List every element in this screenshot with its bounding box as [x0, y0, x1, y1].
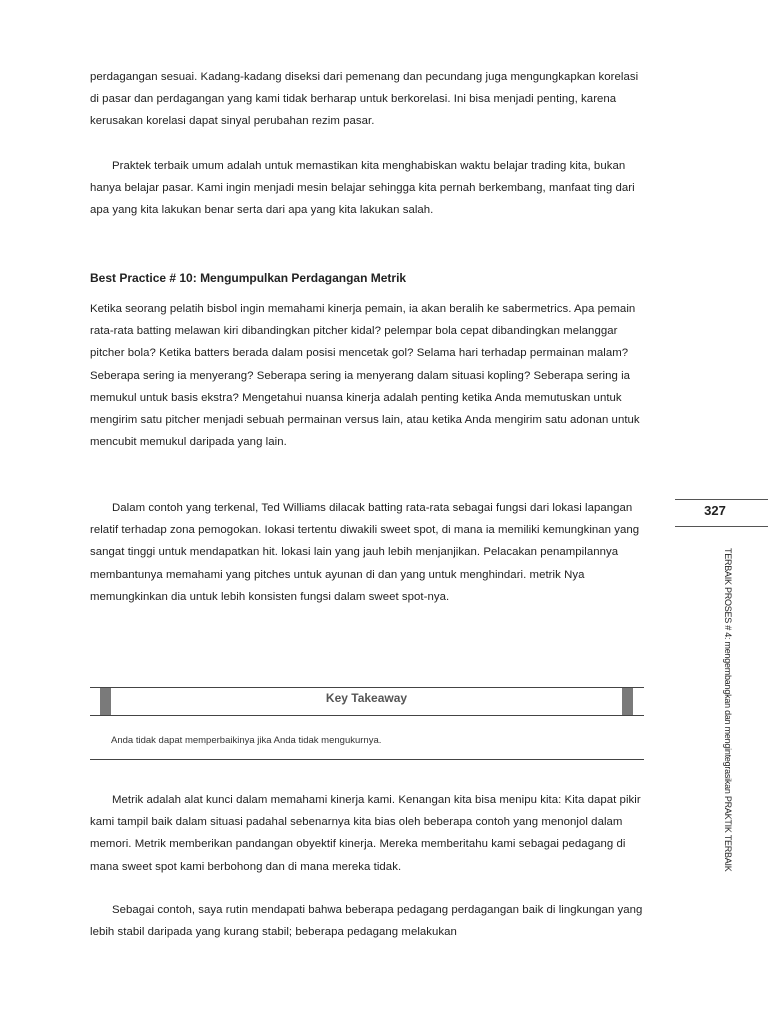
key-takeaway-text: Anda tidak dapat memperbaikinya jika Anda tidak mengukurnya.	[111, 735, 382, 746]
key-takeaway-top-rule	[90, 687, 644, 688]
paragraph-1: perdagangan sesuai. Kadang-kadang diseksi dari pemenang dan pecundang juga mengungkapkan korelasi di pasar dan perdagangan yang kami tidak berharap untuk berkorelasi. Ini bisa menjadi penting, karena kerusakan korelasi dapat sinyal perubahan rezim pasar.	[90, 71, 639, 128]
key-takeaway-mid-rule	[90, 715, 644, 716]
key-takeaway-left-bar	[100, 688, 111, 715]
page-number: 327	[704, 503, 726, 518]
paragraph-4: Dalam contoh yang terkenal, Ted Williams dilacak batting rata-rata sebagai fungsi dari lokasi lapangan relatif terhadap zona pemogokan. Iokasi tertentu diwakili sweet spot, di mana ia memiliki kemungkinan yang sangat tinggi untuk mendapatkan hit. lokasi lain yang jauh lebih menjanjikan. Pelacakan penampilannya membantunya memahami yang pitches untuk ayunan di dan yang untuk menghindari. metrik Nya memungkinkan dia untuk lebih konsisten fungsi dalam sweet spot-nya.	[90, 502, 640, 603]
paragraph-3: Ketika seorang pelatih bisbol ingin memahami kinerja pemain, ia akan beralih ke sabermetrics. Apa pemain rata-rata batting melawan kiri dibandingkan pitcher kidal? pelempar bola cepat dibandingkan melanggar pitcher bola? Ketika batters berada dalam posisi mencetak gol? Selama hari terhadap permainan malam? Seberapa sering ia menyerang? Seberapa sering ia menyerang dalam situasi kopling? Seberapa sering ia memukul untuk basis ekstra? Mengetahui nuansa kinerja adalah penting ketika Anda memutuskan untuk mengirim satu pitcher menjadi sebuah permainan versus lain, atau ketika Anda mengirim satu adonan untuk mencubit memukul daripada yang lain.	[90, 303, 640, 449]
key-takeaway-right-bar	[622, 688, 633, 715]
running-side-title: TERBAIK PROSES # 4: mengembangkan dan mengintegrasikan PRAKTIK TERBAIK	[723, 548, 733, 872]
page-number-rule-top	[675, 499, 768, 500]
key-takeaway-title: Key Takeaway	[325, 691, 408, 705]
paragraph-5: Metrik adalah alat kunci dalam memahami kinerja kami. Kenangan kita bisa menipu kita: Kita dapat pikir kami tampil baik dalam situasi padahal sebenarnya kita bias oleh beberapa contoh yang menonjol dalam memori. Metrik memberikan pandangan obyektif kinerja. Mereka memberitahu kami sebagai pedagang di mana sweet spot kami berbohong dan di mana mereka tidak.	[90, 794, 641, 873]
paragraph-2: Praktek terbaik umum adalah untuk memastikan kita menghabiskan waktu belajar trading kita, bukan hanya belajar pasar. Kami ingin menjadi mesin belajar sehingga kita pernah berkembang, manfaat ting dari apa yang kita lakukan benar serta dari apa yang kita lakukan salah.	[90, 160, 635, 217]
paragraph-6: Sebagai contoh, saya rutin mendapati bahwa beberapa pedagang perdagangan baik di lingkungan yang lebih stabil daripada yang kurang stabil; beberapa pedagang melakukan	[90, 904, 643, 939]
page-number-rule-bottom	[675, 526, 768, 527]
key-takeaway-bottom-rule	[90, 759, 644, 760]
section-heading: Best Practice # 10: Mengumpulkan Perdagangan Metrik	[90, 271, 407, 285]
